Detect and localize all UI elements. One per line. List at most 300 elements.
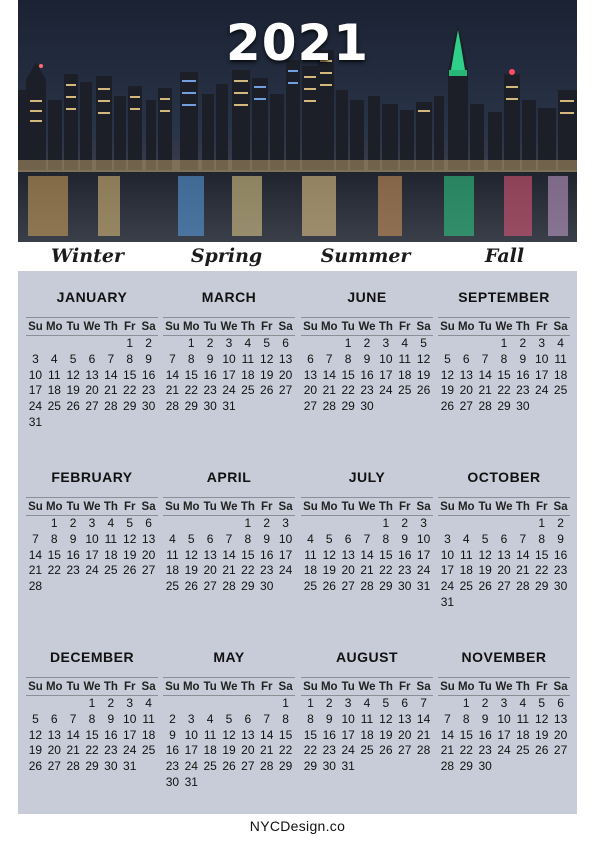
weekday-header: Fr <box>120 499 139 516</box>
empty-day-cell <box>513 516 532 532</box>
weekday-header: Tu <box>201 679 220 696</box>
day-cell: 12 <box>478 547 492 562</box>
empty-day-cell <box>257 696 276 712</box>
empty-day-cell <box>220 696 239 712</box>
weekday-header: Mo <box>45 499 64 516</box>
day-cell: 2 <box>557 516 564 530</box>
day-cell: 26 <box>440 399 455 414</box>
month-name: NOVEMBER <box>461 649 547 665</box>
day-cell: 28 <box>28 579 43 594</box>
day-cell: 9 <box>481 711 489 726</box>
day-cell: 12 <box>184 547 198 562</box>
weekday-header: Sa <box>551 499 570 516</box>
empty-day-cell <box>320 336 339 352</box>
skyline-photo <box>18 0 577 242</box>
day-cell: 3 <box>187 711 195 726</box>
day-cell: 26 <box>535 743 549 758</box>
day-cell: 4 <box>462 531 470 546</box>
month-divider <box>438 497 570 498</box>
day-cell: 21 <box>322 383 336 398</box>
day-cell: 25 <box>141 743 156 758</box>
month-january <box>26 287 158 431</box>
weekday-header: Su <box>26 319 45 336</box>
day-cell: 9 <box>519 351 527 366</box>
empty-day-cell <box>26 696 45 712</box>
weekday-header: Th <box>513 499 532 516</box>
day-cell: 3 <box>382 336 390 350</box>
day-cell: 22 <box>241 563 255 578</box>
day-cell: 3 <box>420 516 427 530</box>
weekday-header: Sa <box>276 319 295 336</box>
weekday-header: Su <box>163 499 182 516</box>
empty-day-cell <box>438 696 457 712</box>
day-cell: 13 <box>241 727 255 742</box>
day-cell: 19 <box>184 563 198 578</box>
day-cell: 18 <box>459 563 473 578</box>
day-cell: 28 <box>222 579 236 594</box>
day-cell: 28 <box>360 579 374 594</box>
day-cell: 24 <box>379 383 393 398</box>
day-cell: 2 <box>69 516 77 530</box>
day-cell: 11 <box>203 727 217 742</box>
weekday-header: Sa <box>139 499 158 516</box>
weekday-header: Su <box>438 319 457 336</box>
day-cell: 15 <box>459 727 473 742</box>
day-cell: 6 <box>401 696 409 710</box>
weekday-header: Fr <box>257 679 276 696</box>
day-cell: 31 <box>416 579 431 594</box>
weekday-header: We <box>220 499 239 516</box>
day-cell: 17 <box>440 563 455 578</box>
day-cell: 20 <box>278 367 293 382</box>
day-cell: 21 <box>28 563 43 578</box>
weekday-header: We <box>83 679 102 696</box>
day-cell: 24 <box>416 563 431 578</box>
day-cell: 14 <box>165 367 180 382</box>
weekday-header: Tu <box>476 499 495 516</box>
day-cell: 12 <box>535 711 549 726</box>
day-cell: 28 <box>322 399 336 414</box>
weekday-header: Mo <box>45 679 64 696</box>
day-cell: 4 <box>244 336 252 350</box>
day-cell: 24 <box>341 743 355 758</box>
day-cell: 1 <box>307 696 314 710</box>
day-cell: 22 <box>278 743 293 758</box>
day-cell: 9 <box>107 711 115 726</box>
day-cell: 25 <box>104 563 118 578</box>
day-cell: 10 <box>222 351 236 366</box>
day-cell: 7 <box>263 711 271 726</box>
empty-day-cell <box>301 516 320 532</box>
weekday-header: We <box>358 499 377 516</box>
day-cell: 28 <box>478 399 492 414</box>
day-cell: 16 <box>260 547 274 562</box>
day-cell: 2 <box>206 336 214 350</box>
day-cell: 3 <box>344 696 352 710</box>
day-cell: 20 <box>141 547 156 562</box>
day-cell: 8 <box>126 351 134 366</box>
day-cell: 15 <box>184 367 198 382</box>
day-cell: 30 <box>360 399 374 414</box>
day-cell: 23 <box>141 383 156 398</box>
weekday-header: Fr <box>532 499 551 516</box>
day-cell: 24 <box>28 399 43 414</box>
day-cell: 9 <box>325 711 333 726</box>
month-name: DECEMBER <box>49 649 135 665</box>
weekday-header: Sa <box>139 319 158 336</box>
day-cell: 10 <box>123 711 137 726</box>
day-cell: 13 <box>47 727 61 742</box>
day-cell: 18 <box>241 367 255 382</box>
day-cell: 26 <box>123 563 137 578</box>
day-cell: 24 <box>278 563 293 578</box>
day-cell: 12 <box>379 711 393 726</box>
day-cell: 2 <box>107 696 115 710</box>
day-cell: 17 <box>184 743 198 758</box>
weekday-header: Mo <box>320 499 339 516</box>
day-cell: 11 <box>241 351 255 366</box>
day-cell: 5 <box>382 696 390 710</box>
day-cell: 11 <box>304 547 317 562</box>
day-cell: 9 <box>263 531 271 546</box>
day-cell: 14 <box>28 547 43 562</box>
day-cell: 7 <box>32 531 39 546</box>
day-cell: 21 <box>416 727 431 742</box>
weekday-header: Th <box>101 679 120 696</box>
day-cell: 26 <box>28 759 43 774</box>
weekday-header: We <box>358 319 377 336</box>
weekday-header: Mo <box>320 679 339 696</box>
day-cell: 30 <box>478 759 492 774</box>
empty-day-cell <box>101 336 120 352</box>
weekday-header: Th <box>238 499 257 516</box>
day-cell: 31 <box>222 399 236 414</box>
weekday-header: Tu <box>476 319 495 336</box>
weekday-header: Tu <box>64 679 83 696</box>
month-divider <box>26 317 158 318</box>
day-cell: 6 <box>557 696 564 710</box>
day-cell: 12 <box>416 351 431 366</box>
day-cell: 5 <box>263 336 271 350</box>
day-cell: 13 <box>553 711 568 726</box>
day-cell: 13 <box>278 351 293 366</box>
month-march <box>163 287 295 415</box>
day-cell: 3 <box>282 516 289 530</box>
day-cell: 14 <box>104 367 118 382</box>
day-cell: 11 <box>360 711 374 726</box>
day-cell: 2 <box>145 336 152 350</box>
day-cell: 4 <box>557 336 564 350</box>
day-cell: 14 <box>516 547 530 562</box>
weekday-header: We <box>358 679 377 696</box>
day-cell: 27 <box>241 759 255 774</box>
day-cell: 28 <box>165 399 180 414</box>
day-cell: 4 <box>307 531 314 546</box>
day-cell: 25 <box>459 579 473 594</box>
day-cell: 18 <box>516 727 530 742</box>
day-cell: 6 <box>307 351 314 366</box>
day-cell: 13 <box>398 711 412 726</box>
day-cell: 30 <box>104 759 118 774</box>
day-cell: 23 <box>553 563 568 578</box>
day-cell: 23 <box>398 563 412 578</box>
day-cell: 8 <box>382 531 390 546</box>
day-cell: 8 <box>462 711 470 726</box>
day-grid <box>26 499 158 595</box>
weekday-header: We <box>220 319 239 336</box>
day-cell: 26 <box>66 399 80 414</box>
day-cell: 7 <box>420 696 427 710</box>
empty-day-cell <box>163 696 182 712</box>
month-divider <box>301 497 433 498</box>
day-cell: 10 <box>341 711 355 726</box>
season-label: Spring <box>190 245 263 267</box>
weekday-header: Mo <box>45 319 64 336</box>
day-cell: 2 <box>263 516 271 530</box>
day-cell: 20 <box>85 383 99 398</box>
day-cell: 5 <box>325 531 333 546</box>
weekday-header: Mo <box>182 319 201 336</box>
day-cell: 30 <box>141 399 156 414</box>
day-cell: 20 <box>341 563 355 578</box>
weekday-header: Mo <box>457 499 476 516</box>
day-grid <box>163 319 295 415</box>
day-cell: 28 <box>440 759 455 774</box>
day-cell: 30 <box>165 774 180 789</box>
weekday-header: Su <box>301 679 320 696</box>
day-cell: 27 <box>47 759 61 774</box>
day-cell: 25 <box>241 383 255 398</box>
day-cell: 20 <box>459 383 473 398</box>
day-cell: 6 <box>50 711 58 726</box>
day-cell: 23 <box>322 743 336 758</box>
day-cell: 26 <box>322 579 336 594</box>
day-cell: 29 <box>123 399 137 414</box>
day-cell: 25 <box>398 383 412 398</box>
weekday-header: Th <box>513 679 532 696</box>
day-cell: 26 <box>416 383 431 398</box>
day-cell: 18 <box>141 727 156 742</box>
day-cell: 19 <box>222 743 236 758</box>
day-cell: 19 <box>28 743 43 758</box>
day-cell: 22 <box>123 383 137 398</box>
day-cell: 20 <box>303 383 318 398</box>
day-cell: 17 <box>278 547 293 562</box>
weekday-header: Su <box>26 499 45 516</box>
day-cell: 9 <box>145 351 152 366</box>
day-cell: 29 <box>379 579 393 594</box>
weekday-header: Th <box>513 319 532 336</box>
day-cell: 25 <box>516 743 530 758</box>
day-cell: 9 <box>69 531 77 546</box>
weekday-header: Mo <box>182 499 201 516</box>
month-divider <box>26 677 158 678</box>
day-cell: 5 <box>126 516 134 530</box>
day-cell: 21 <box>165 383 180 398</box>
day-cell: 22 <box>303 743 318 758</box>
day-cell: 19 <box>260 367 274 382</box>
day-cell: 4 <box>50 351 58 366</box>
empty-day-cell <box>64 696 83 712</box>
empty-day-cell <box>64 336 83 352</box>
day-cell: 17 <box>123 727 137 742</box>
month-september <box>438 287 570 415</box>
weekday-header: Fr <box>395 319 414 336</box>
day-cell: 31 <box>440 594 455 609</box>
day-cell: 19 <box>123 547 137 562</box>
day-cell: 13 <box>459 367 473 382</box>
weekday-header: Th <box>101 319 120 336</box>
day-cell: 19 <box>66 383 80 398</box>
day-cell: 25 <box>303 579 318 594</box>
day-cell: 18 <box>553 367 568 382</box>
day-grid <box>26 319 158 431</box>
day-cell: 26 <box>478 579 492 594</box>
weekday-header: Mo <box>457 679 476 696</box>
weekday-header: We <box>495 319 514 336</box>
day-cell: 27 <box>278 383 293 398</box>
weekday-header: Tu <box>201 319 220 336</box>
day-cell: 30 <box>398 579 412 594</box>
day-cell: 18 <box>104 547 118 562</box>
day-cell: 1 <box>50 516 58 530</box>
day-cell: 16 <box>478 727 492 742</box>
day-cell: 27 <box>203 579 217 594</box>
day-cell: 24 <box>123 743 137 758</box>
day-cell: 11 <box>166 547 179 562</box>
empty-day-cell <box>45 336 64 352</box>
day-cell: 5 <box>538 696 546 710</box>
day-cell: 22 <box>497 383 511 398</box>
day-cell: 1 <box>344 336 352 350</box>
day-cell: 19 <box>379 727 393 742</box>
day-cell: 21 <box>516 563 530 578</box>
empty-day-cell <box>26 516 45 532</box>
day-cell: 17 <box>416 547 431 562</box>
day-cell: 10 <box>278 531 293 546</box>
empty-day-cell <box>163 336 182 352</box>
day-cell: 22 <box>459 743 473 758</box>
day-cell: 4 <box>107 516 115 530</box>
day-cell: 15 <box>278 727 293 742</box>
month-divider <box>163 677 295 678</box>
day-cell: 7 <box>325 351 333 366</box>
weekday-header: Tu <box>339 319 358 336</box>
day-cell: 4 <box>519 696 527 710</box>
day-cell: 3 <box>126 696 134 710</box>
day-cell: 6 <box>145 516 152 530</box>
day-cell: 21 <box>260 743 274 758</box>
day-cell: 28 <box>260 759 274 774</box>
weekday-header: Fr <box>395 499 414 516</box>
day-cell: 11 <box>142 711 155 726</box>
day-cell: 21 <box>222 563 236 578</box>
day-cell: 14 <box>416 711 431 726</box>
day-cell: 1 <box>538 516 546 530</box>
day-cell: 8 <box>500 351 508 366</box>
empty-day-cell <box>339 516 358 532</box>
day-cell: 6 <box>244 711 252 726</box>
weekday-header: Th <box>238 319 257 336</box>
day-cell: 7 <box>444 711 451 726</box>
day-cell: 10 <box>85 531 99 546</box>
weekday-header: Tu <box>476 679 495 696</box>
weekday-header: Fr <box>257 499 276 516</box>
month-name: JULY <box>348 469 386 485</box>
day-cell: 13 <box>203 547 217 562</box>
month-divider <box>163 317 295 318</box>
day-cell: 26 <box>222 759 236 774</box>
day-cell: 31 <box>184 774 198 789</box>
day-cell: 22 <box>47 563 61 578</box>
weekday-header: Fr <box>120 319 139 336</box>
day-cell: 14 <box>478 367 492 382</box>
day-cell: 3 <box>538 336 546 350</box>
day-cell: 3 <box>500 696 508 710</box>
season-label: Fall <box>484 245 525 267</box>
day-cell: 25 <box>360 743 374 758</box>
weekday-header: Sa <box>414 319 433 336</box>
calendar-panel <box>18 271 577 814</box>
day-cell: 12 <box>222 727 236 742</box>
day-cell: 15 <box>47 547 61 562</box>
day-cell: 29 <box>497 399 511 414</box>
day-cell: 8 <box>538 531 546 546</box>
day-cell: 7 <box>225 531 233 546</box>
day-cell: 26 <box>379 743 393 758</box>
day-cell: 16 <box>66 547 80 562</box>
day-grid <box>301 679 433 775</box>
day-cell: 7 <box>107 351 115 366</box>
day-cell: 27 <box>85 399 99 414</box>
day-cell: 9 <box>557 531 564 546</box>
day-cell: 16 <box>141 367 156 382</box>
weekday-header: We <box>83 499 102 516</box>
day-cell: 22 <box>341 383 355 398</box>
month-name: FEBRUARY <box>51 469 133 485</box>
day-cell: 24 <box>85 563 99 578</box>
day-grid <box>163 679 295 791</box>
month-april <box>163 467 295 595</box>
day-cell: 16 <box>322 727 336 742</box>
day-cell: 1 <box>126 336 134 350</box>
weekday-header: Tu <box>339 499 358 516</box>
weekday-header: Sa <box>551 319 570 336</box>
month-divider <box>438 317 570 318</box>
weekday-header: Th <box>376 679 395 696</box>
day-cell: 14 <box>440 727 455 742</box>
day-cell: 6 <box>344 531 352 546</box>
day-grid <box>438 499 570 611</box>
day-cell: 25 <box>553 383 568 398</box>
month-name: AUGUST <box>335 649 399 665</box>
day-cell: 6 <box>462 351 470 366</box>
calendar-year-title: 2021 <box>225 14 370 72</box>
empty-day-cell <box>358 516 377 532</box>
empty-day-cell <box>476 336 495 352</box>
day-cell: 11 <box>516 711 530 726</box>
weekday-header: Su <box>163 319 182 336</box>
day-cell: 20 <box>398 727 412 742</box>
day-cell: 15 <box>241 547 255 562</box>
day-cell: 5 <box>69 351 77 366</box>
day-cell: 21 <box>440 743 455 758</box>
month-name: MARCH <box>201 289 257 305</box>
day-cell: 11 <box>398 351 411 366</box>
day-cell: 1 <box>382 516 390 530</box>
day-cell: 24 <box>497 743 511 758</box>
weekday-header: Mo <box>457 319 476 336</box>
